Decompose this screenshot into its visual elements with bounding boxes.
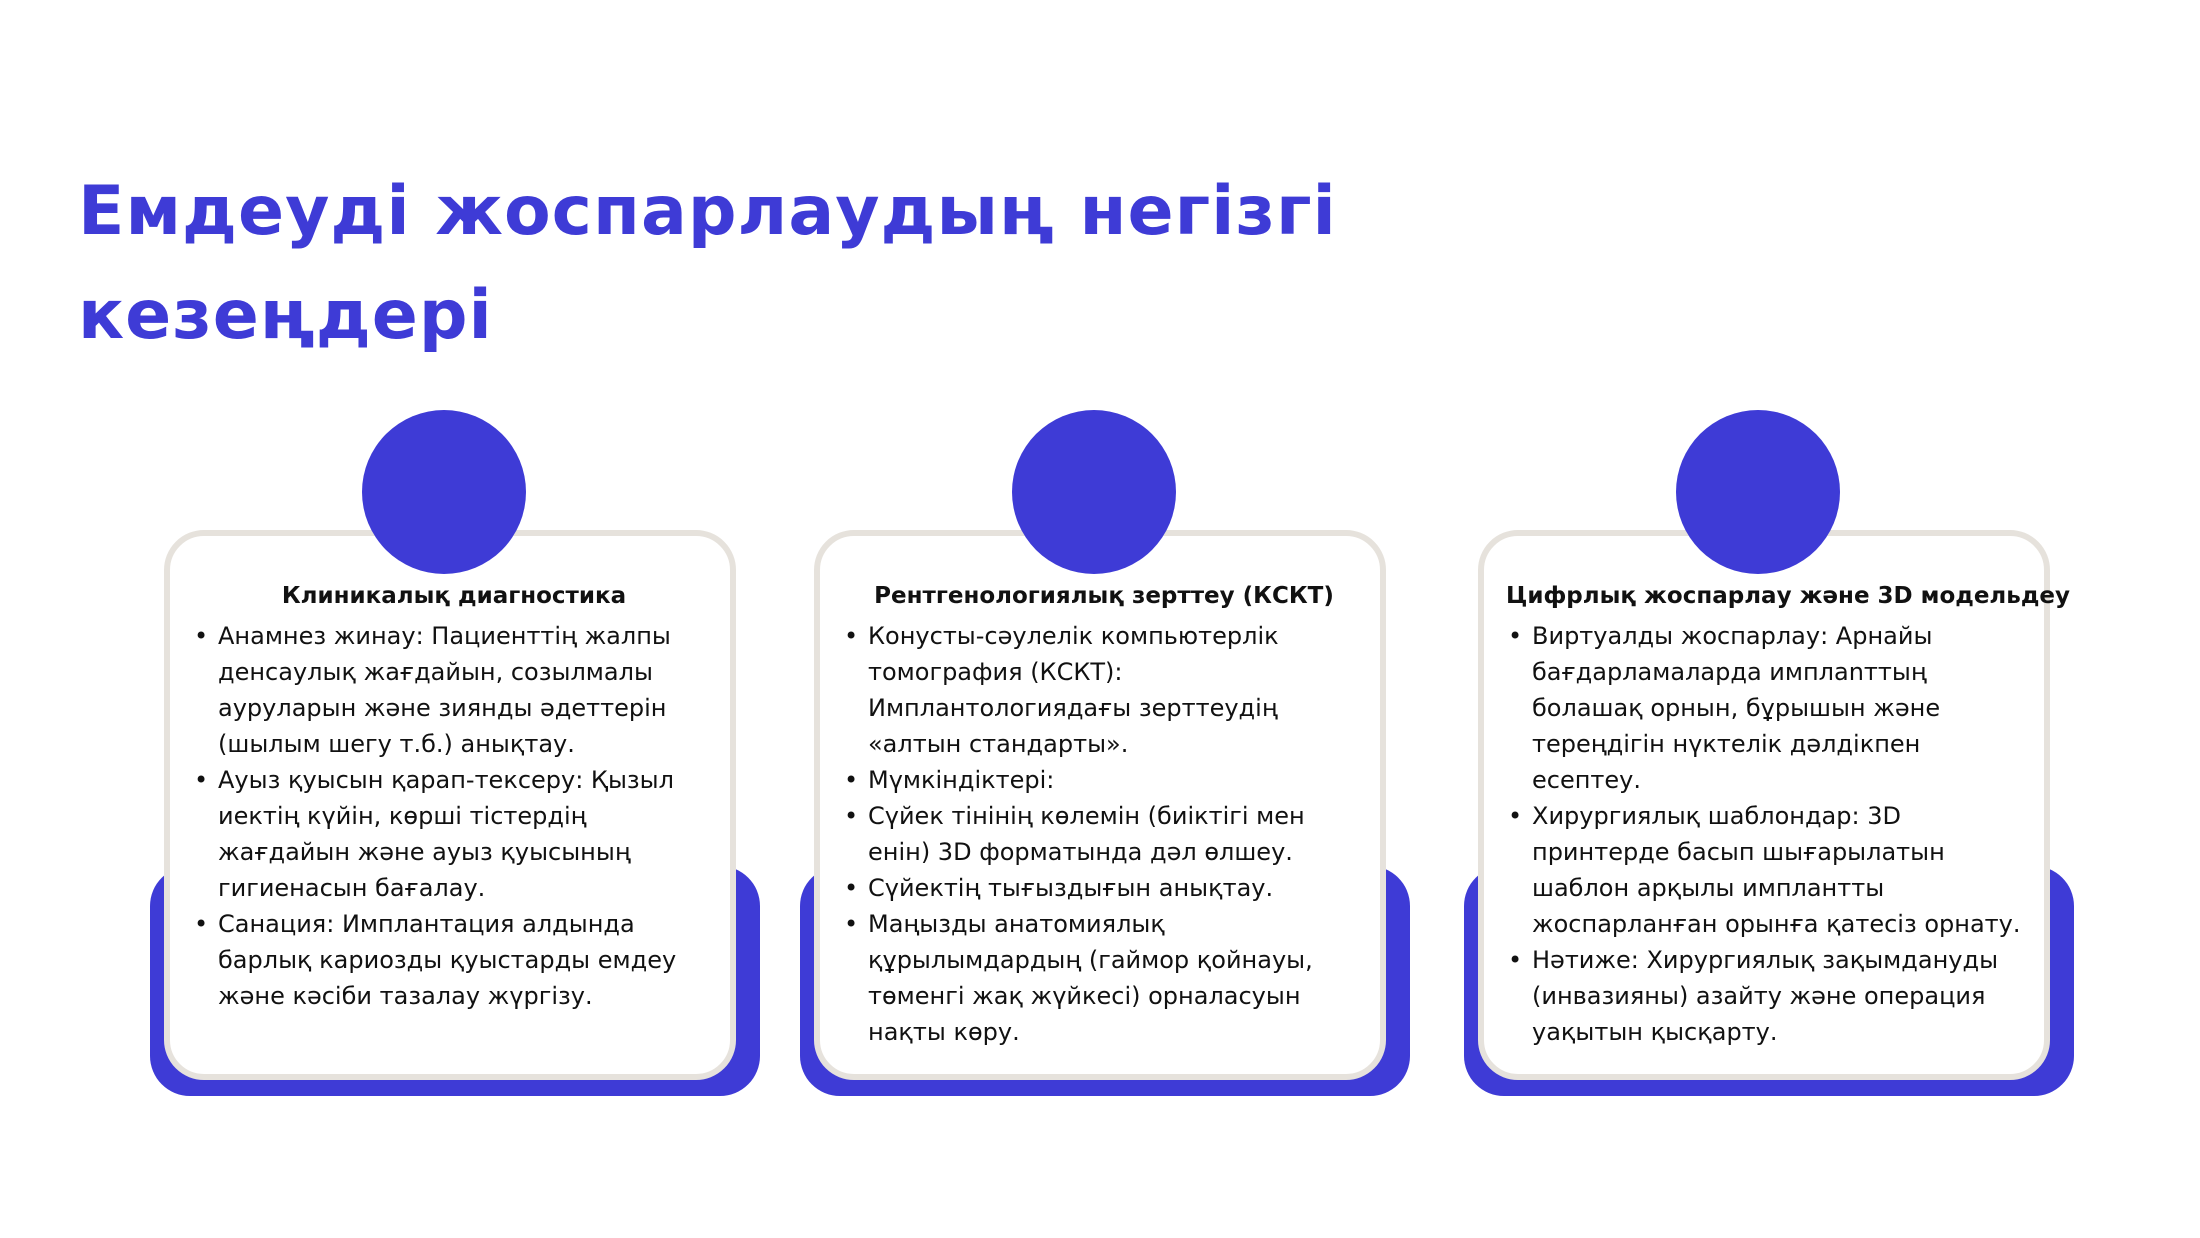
card-title: Цифрлық жоспарлау және 3D модельдеу <box>1506 583 2070 609</box>
card-panel <box>814 530 1386 1080</box>
card-bullet-list <box>842 618 1366 1050</box>
card-title: Рентгенологиялық зерттеу (КСКТ) <box>874 583 1334 609</box>
stage-card-radiology <box>800 410 1410 1100</box>
card-bullet-item: • Мүмкіндіктері: <box>842 762 1366 798</box>
stage-card-clinical-diagnostics <box>150 410 760 1100</box>
card-bullet-item: • Ауыз қуысын қарап-тексеру: Қызыл иектің күйін, көрші тістердің жағдайын және ауыз қуысының гигиенасын бағалау. <box>192 762 716 906</box>
card-bullet-list <box>192 618 716 1014</box>
card-bullet-item: • Конусты-сәулелік компьютерлік томография (КСКТ): Имплантологиядағы зерттеудің «алтын стандарты». <box>842 618 1366 762</box>
card-bullet-item: • Виртуалды жоспарлау: Арнайы бағдарламаларда имплanттың болашақ орнын, бұрышын және тереңдігін нүктелік дәлдікпен есептеу. <box>1506 618 2030 798</box>
card-bullet-item: • Сүйек тінінің көлемін (биіктігі мен енін) 3D форматында дәл өлшеу. <box>842 798 1366 870</box>
card-bullet-list <box>1506 618 2030 1050</box>
card-circle-icon <box>362 410 526 574</box>
slide-title: Емдеуді жоспарлаудың негізгі кезеңдері <box>78 172 1337 355</box>
card-bullet-item: • Санация: Имплантация алдында барлық кариозды қуыстарды емдеу және кәсіби тазалау жүргізу. <box>192 906 716 1014</box>
card-bullet-item: • Анамнез жинау: Пациенттің жалпы денсаулық жағдайын, созылмалы ауруларын және зиянды әдеттерін (шылым шегу т.б.) анықтау. <box>192 618 716 762</box>
card-bullet-item: • Сүйектің тығыздығын анықтау. <box>842 870 1366 906</box>
card-circle-icon <box>1676 410 1840 574</box>
card-bullet-item: • Хирургиялық шаблондар: 3D принтерде басып шығарылатын шаблон арқылы имплантты жоспарланған орынға қатесіз орнату. <box>1506 798 2030 942</box>
card-title: Клиникалық диагностика <box>281 583 627 609</box>
card-bullet-item: • Маңызды анатомиялық құрылымдардың (гаймор қойнауы, төменгі жақ жүйкесі) орналасуын нақты көру. <box>842 906 1366 1050</box>
card-panel <box>1478 530 2070 1080</box>
stage-card-digital-planning <box>1464 410 2074 1100</box>
card-circle-icon <box>1012 410 1176 574</box>
card-bullet-item: • Нәтиже: Хирургиялық зақымдануды (инвазияны) азайту және операция уақытын қысқарту. <box>1506 942 2030 1050</box>
card-panel <box>164 530 736 1080</box>
